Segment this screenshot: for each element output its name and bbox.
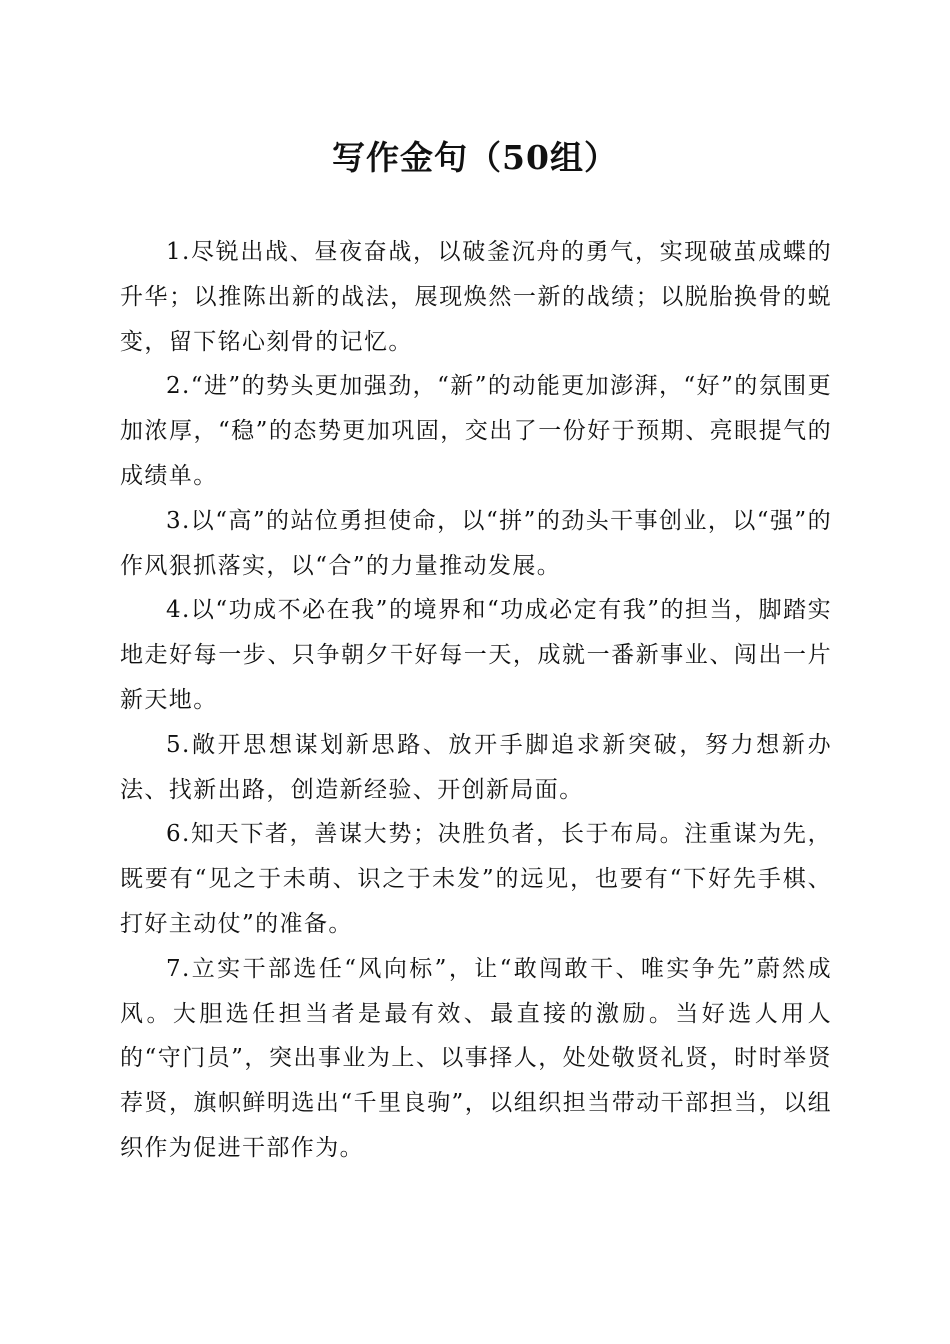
paragraph-1: 1.尽锐出战、昼夜奋战，以破釜沉舟的勇气，实现破茧成蝶的升华；以推陈出新的战法，展现焕然一新的战绩；以脱胎换骨的蜕变，留下铭心刻骨的记忆。 bbox=[120, 239, 832, 355]
paragraph-4: 4.以“功成不必在我”的境界和“功成必定有我”的担当，脚踏实地走好每一步、只争朝夕干好每一天，成就一番新事业、闯出一片新天地。 bbox=[120, 597, 832, 713]
page-title: 写作金句（50组） bbox=[332, 138, 618, 177]
paragraph-3: 3.以“高”的站位勇担使命，以“拼”的劲头干事创业，以“强”的作风狠抓落实，以“合”的力量推动发展。 bbox=[120, 507, 832, 579]
paragraph-6: 6.知天下者，善谋大势；决胜负者，长于布局。注重谋为先，既要有“见之于未萌、识之于未发”的远见，也要有“下好先手棋、打好主动仗”的准备。 bbox=[120, 821, 832, 937]
document-body bbox=[120, 230, 832, 1171]
paragraph-2: 2.“进”的势头更加强劲，“新”的动能更加澎湃，“好”的氛围更加浓厚，“稳”的态势更加巩固，交出了一份好于预期、亮眼提气的成绩单。 bbox=[120, 373, 832, 489]
paragraph-7: 7.立实干部选任“风向标”，让“敢闯敢干、唯实争先”蔚然成风。大胆选任担当者是最有效、最直接的激励。当好选人用人的“守门员”，突出事业为上、以事择人，处处敬贤礼贤，时时举贤荐贤，旗帜鲜明选出“千里良驹”，以组织担当带动干部担当，以组织作为促进干部作为。 bbox=[120, 955, 832, 1161]
paragraph-5: 5.敞开思想谋划新思路、放开手脚追求新突破，努力想新办法、找新出路，创造新经验、开创新局面。 bbox=[120, 731, 832, 803]
